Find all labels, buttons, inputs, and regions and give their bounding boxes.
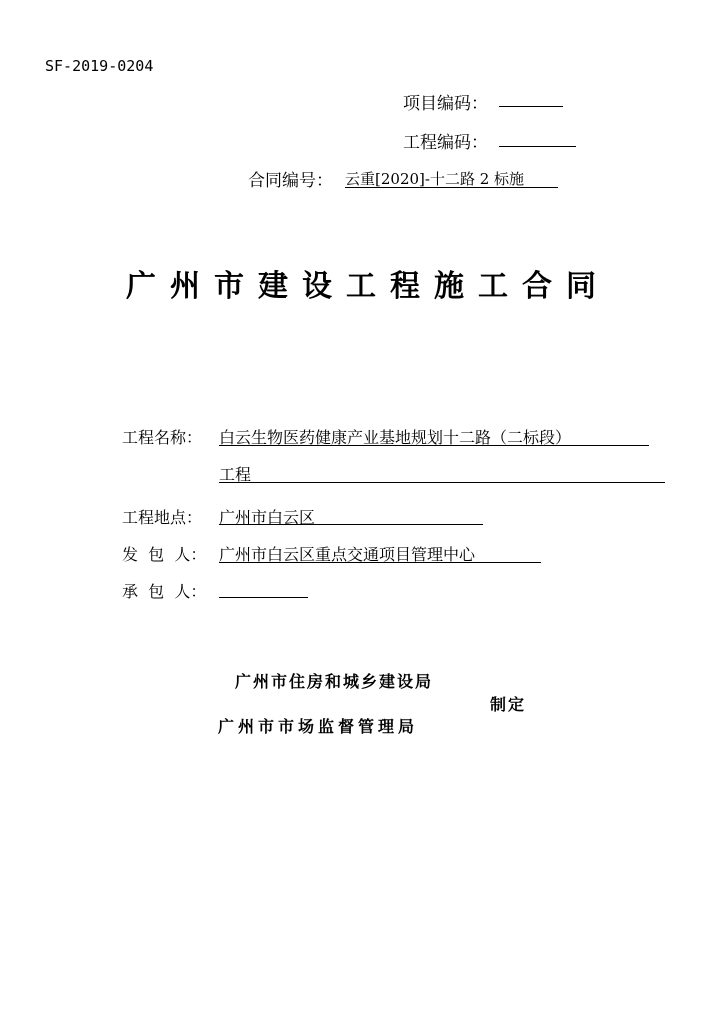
form-code: SF-2019-0204 xyxy=(45,57,154,75)
contract-no-value: 云重[2020]-十二路 2 标施 xyxy=(345,170,525,188)
project-name-label: 工程名称： xyxy=(122,428,203,447)
project-code-field xyxy=(499,106,563,107)
page-title: 广州市建设工程施工合同 xyxy=(126,269,610,304)
project-location-value: 广州市白云区 xyxy=(219,508,316,527)
employer-label: 发 包 人： xyxy=(122,545,207,564)
project-name-underline-1 xyxy=(219,445,649,446)
issuer-suffix: 制定 xyxy=(490,695,527,714)
engineering-code-label: 工程编码： xyxy=(403,133,488,153)
project-location-label: 工程地点： xyxy=(122,508,203,527)
project-name-underline-2 xyxy=(219,482,665,483)
contractor-label: 承 包 人： xyxy=(122,582,207,601)
contract-no-underline xyxy=(345,187,558,188)
engineering-code-field xyxy=(499,146,576,147)
employer-value: 广州市白云区重点交通项目管理中心 xyxy=(219,545,476,564)
contractor-underline xyxy=(219,597,308,598)
project-location-underline xyxy=(219,524,483,525)
project-name-value-line1: 白云生物医药健康产业基地规划十二路（二标段） xyxy=(219,428,572,447)
contract-no-label: 合同编号： xyxy=(248,171,333,191)
issuer-1: 广州市住房和城乡建设局 xyxy=(235,672,434,691)
project-name-value-line2: 工程 xyxy=(219,465,252,484)
employer-underline xyxy=(219,562,541,563)
project-code-label: 项目编码： xyxy=(403,94,488,114)
issuer-2: 广州市市场监督管理局 xyxy=(218,717,419,736)
